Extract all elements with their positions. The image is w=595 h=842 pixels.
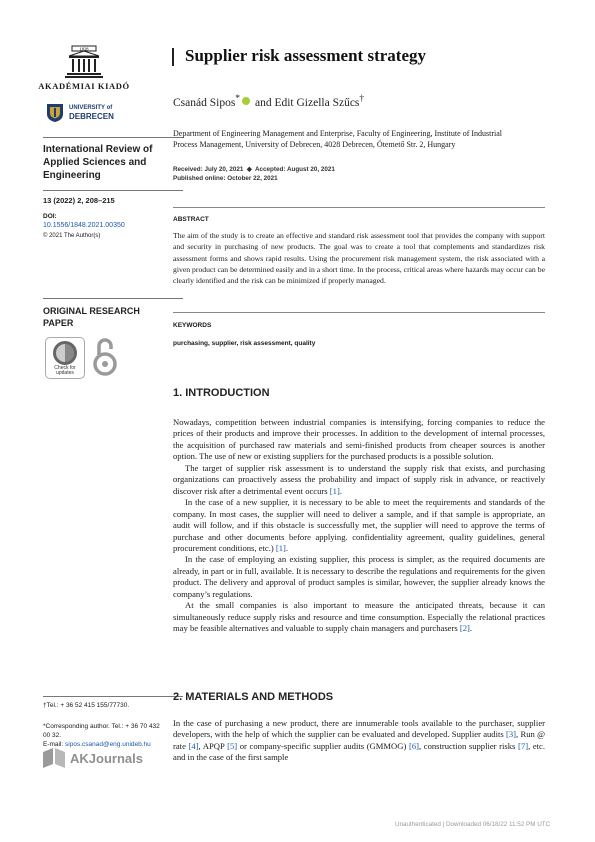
intro-body: [173, 417, 545, 635]
citation-link[interactable]: [2]: [459, 623, 470, 634]
intro-heading: 1. INTRODUCTION: [173, 387, 270, 399]
intro-paragraph-2: The target of supplier risk assessment is to understand the supply risk that exists, and purchasing organizations can proactively assess the probability and impact of supply risk in advance, or reactively discover risk after a detrimental event occurs [1].: [173, 462, 545, 496]
citation-link[interactable]: [4]: [188, 740, 199, 751]
author-line: Csanád Sipos* and Edit Gizella Szűcs†: [173, 93, 365, 109]
sidebar-divider: [43, 696, 183, 697]
keywords-label: KEYWORDS: [173, 322, 212, 329]
received-date: Received: July 20, 2021: [173, 166, 244, 173]
university-crest-icon: [46, 103, 64, 123]
methods-heading: 2. MATERIALS AND METHODS: [173, 691, 334, 703]
author-1: Csanád Sipos: [173, 96, 236, 109]
intro-paragraph-4: In the case of employing an existing supplier, this process is simpler, as the required documents are already, in part or in full, available. It is necessary to describe the regulations and requirements for the given product. The delivery and approval of product samples is similar, however, the supplier already knows the company’s regulations.: [173, 554, 545, 599]
footnote-tel: †Tel.: + 36 52 415 155/77730.: [43, 702, 130, 709]
citation-link[interactable]: [6]: [408, 740, 419, 751]
citation-link[interactable]: [3]: [506, 729, 517, 740]
keywords-text: purchasing, supplier, risk assessment, quality: [173, 340, 316, 347]
akjournals-logo: [43, 748, 143, 768]
publisher-name: AKADÉMIAI KIADÓ: [38, 81, 130, 91]
citation-link[interactable]: [5]: [227, 740, 238, 751]
citation-link[interactable]: [1]: [329, 485, 340, 496]
university-debrecen-logo: [46, 103, 114, 123]
svg-text:1828: 1828: [79, 46, 89, 52]
building-icon: [64, 44, 104, 78]
abstract-label: ABSTRACT: [173, 216, 209, 223]
akjournals-icon: [43, 748, 65, 768]
affiliation: Department of Engineering Management and Enterprise, Faculty of Engineering, Institute of Industrial Process Management, University of Debrecen, 4028 Debrecen, Ótemető Str. 2, Hungary: [173, 129, 503, 149]
article-type: ORIGINAL RESEARCH PAPER: [43, 306, 140, 328]
citation-link[interactable]: [1]: [275, 542, 286, 553]
footnote-corresponding: *Corresponding author. Tel.: + 36 70 432 00 32.: [43, 723, 160, 739]
journal-name: International Review of Applied Sciences and Engineering: [43, 144, 153, 181]
keywords-divider: [173, 312, 545, 313]
methods-body: [173, 718, 545, 764]
title-accent-bar: [172, 48, 174, 66]
sidebar-divider: [43, 298, 183, 299]
article-title: Supplier risk assessment strategy: [185, 46, 426, 65]
university-line2: DEBRECEN: [69, 112, 114, 121]
check-badge-label: Check for updates: [54, 365, 76, 376]
journal-issue: 13 (2022) 2, 208–215: [43, 196, 115, 205]
doi-link[interactable]: 10.1556/1848.2021.00350: [43, 222, 125, 229]
abstract-text: The aim of the study is to create an effective and standard risk assessment tool that provides the company with support and security in purchasing of new products. The goal was to create a tool that complements and standardizes risk assessment forms and shows rapid results. Using the procurement risk management system, the risk associated with a given product can be determined easily and in a short time. In the process, critical areas where hazards may occur can be clearly identified and the risk can be minimized if properly managed.: [173, 231, 545, 286]
akademiai-kiado-logo: [34, 44, 134, 91]
published-date: Published online: October 22, 2021: [173, 175, 278, 182]
open-access-icon: [93, 337, 117, 382]
sidebar-divider: [43, 190, 183, 191]
accepted-date: Accepted: August 20, 2021: [254, 166, 335, 173]
email-link[interactable]: sipos.csanad@eng.unideb.hu: [65, 741, 151, 748]
doi-label: DOI:: [43, 213, 57, 220]
intro-paragraph-1: Nowadays, competition between industrial companies is intensifying, forcing companies to reduce the prices of their products and improve their processes. In addition to the development of internal processes, the acquisition of purchased raw materials and semi-finished products from cheaper sources is another option. The use of new or existing suppliers for the purchased products is a possible solution.: [173, 417, 545, 462]
sidebar-divider: [43, 137, 183, 138]
article-dates: Received: July 20, 2021 ◆ Accepted: August 20, 2021 Published online: October 22, 2021: [173, 166, 335, 182]
university-line1: UNIVERSITY of: [69, 105, 113, 111]
akjournals-text: AKJournals: [70, 750, 143, 766]
copyright: © 2021 The Author(s): [43, 233, 101, 239]
check-updates-icon: [53, 341, 77, 365]
check-for-updates-badge[interactable]: [45, 337, 85, 379]
citation-link[interactable]: [7]: [518, 740, 529, 751]
orcid-icon[interactable]: [242, 97, 250, 105]
author-2: and Edit Gizella Szűcs: [254, 96, 360, 109]
intro-paragraph-3: In the case of a new supplier, it is necessary to be able to meet the requirements and standards of the company. In most cases, the supplier will need to deliver a sample, and if that sample is appropriate, an audit will follow, and if this obstacle is successfully met, the supplier will need to approve the terms of purchase and other documents before applying. confidentiality agreement, quality guidelines, general procurement conditions, etc.) [1].: [173, 497, 545, 553]
intro-paragraph-5: At the small companies is also important to measure the anticipated threats, because it can simultaneously reduce supply risks and resource and time consumption. Especially the relational practices may be feasible alternatives and valuable to supply chain managers and purchasers [2].: [173, 600, 545, 634]
footnote-email: E-mail: sipos.csanad@eng.unideb.hu: [43, 741, 151, 748]
methods-paragraph-1: In the case of purchasing a new product, there are innumerable tools available to the purchaser, supplier developers, with the help of which the supplier can be evaluated and developed. Supplier audits [3], Run @ rate [4], APQP [5] or company-specific supplier audits (GMMOG) [6], construction supplier risks [7], etc. and in the case of the first sample: [173, 718, 546, 763]
download-footer: Unauthenticated | Downloaded 06/18/22 11:52 PM UTC: [395, 821, 551, 828]
abstract-divider: [173, 207, 545, 208]
